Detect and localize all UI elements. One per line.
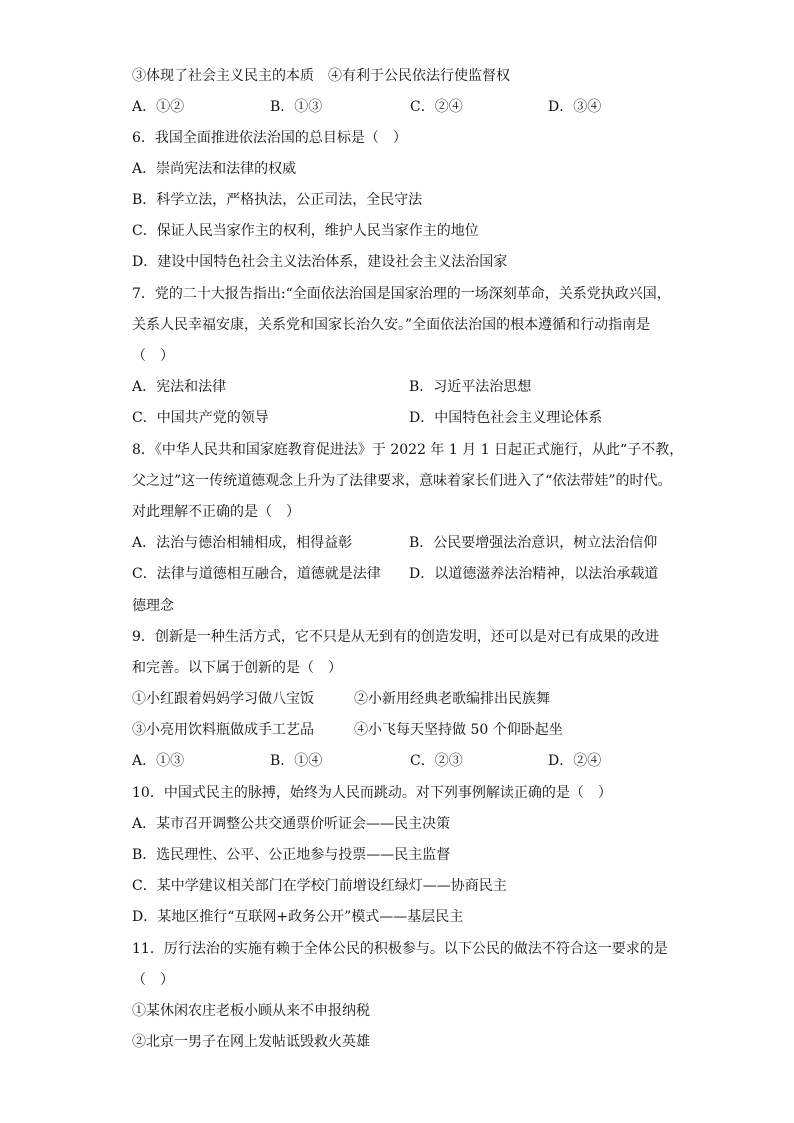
q9-stem-line-1: 9．创新是一种生活方式，它不只是从无到有的创造发明，还可以是对已有成果的改进 bbox=[132, 629, 659, 645]
q6-stem: 6．我国全面推进依法治国的总目标是（ ） bbox=[132, 130, 407, 146]
q10-option-a[interactable]: A．某市召开调整公共交通票价听证会——民主决策 bbox=[132, 816, 451, 832]
q9-option-d[interactable]: D．②④ bbox=[548, 753, 602, 769]
q7-stem-line-1: 7．党的二十大报告指出:“全面依法治国是国家治理的一场深刻革命，关系党执政兴国， bbox=[132, 286, 671, 302]
q9-statement-3: ③小亮用饮料瓶做成手工艺品 bbox=[132, 722, 314, 738]
q5-option-c[interactable]: C．②④ bbox=[410, 99, 463, 115]
q11-statement-2: ②北京一男子在网上发帖诋毁救火英雄 bbox=[132, 1034, 370, 1050]
q5-option-a[interactable]: A．①② bbox=[132, 99, 185, 115]
q8-option-b[interactable]: B．公民要增强法治意识，树立法治信仰 bbox=[409, 535, 658, 551]
q8-option-d-continued: 德理念 bbox=[132, 598, 174, 614]
q9-statement-4: ④小飞每天坚持做 50 个仰卧起坐 bbox=[354, 722, 563, 738]
q5-option-b[interactable]: B．①③ bbox=[270, 99, 323, 115]
q9-option-c[interactable]: C．②③ bbox=[410, 753, 463, 769]
q5-option-d[interactable]: D．③④ bbox=[548, 99, 602, 115]
q5-statement-line: ③体现了社会主义民主的本质 ④有利于公民依法行使监督权 bbox=[132, 68, 510, 84]
q8-stem-line-2: 父之过”这一传统道德观念上升为了法律要求，意味着家长们进入了“依法带娃”的时代。 bbox=[132, 473, 672, 489]
q7-option-b[interactable]: B．习近平法治思想 bbox=[409, 379, 532, 395]
q11-stem-line-2: （ ） bbox=[132, 972, 174, 988]
q10-option-c[interactable]: C．某中学建议相关部门在学校门前增设红绿灯——协商民主 bbox=[132, 878, 507, 894]
q6-option-a[interactable]: A．崇尚宪法和法律的权威 bbox=[132, 161, 297, 177]
q6-option-d[interactable]: D．建设中国特色社会主义法治体系，建设社会主义法治国家 bbox=[132, 254, 508, 270]
q10-option-d[interactable]: D．某地区推行“互联网+政务公开”模式——基层民主 bbox=[132, 909, 464, 925]
q7-option-c[interactable]: C．中国共产党的领导 bbox=[132, 410, 269, 426]
q11-stem-line-1: 11．厉行法治的实施有赖于全体公民的积极参与。以下公民的做法不符合这一要求的是 bbox=[132, 941, 668, 957]
q10-stem: 10．中国式民主的脉搏，始终为人民而跳动。对下列事例解读正确的是（ ） bbox=[132, 785, 612, 801]
q8-option-a[interactable]: A．法治与德治相辅相成，相得益彰 bbox=[132, 535, 353, 551]
q11-statement-1: ①某休闲农庄老板小顾从来不申报纳税 bbox=[132, 1003, 370, 1019]
q9-stem-line-2: 和完善。以下属于创新的是（ ） bbox=[132, 660, 342, 676]
q8-stem-line-3: 对此理解不正确的是（ ） bbox=[132, 504, 300, 520]
q7-option-a[interactable]: A．宪法和法律 bbox=[132, 379, 227, 395]
q7-stem-line-3: （ ） bbox=[132, 348, 174, 364]
q10-option-b[interactable]: B．选民理性、公平、公正地参与投票——民主监督 bbox=[132, 847, 451, 863]
q7-stem-line-2: 关系人民幸福安康，关系党和国家长治久安。”全面依法治国的根本遵循和行动指南是 bbox=[132, 317, 651, 333]
q6-option-b[interactable]: B．科学立法，严格执法，公正司法，全民守法 bbox=[132, 192, 423, 208]
q9-statement-1: ①小红跟着妈妈学习做八宝饭 bbox=[132, 691, 314, 707]
q8-option-d[interactable]: D．以道德滋养法治精神，以法治承载道 bbox=[409, 566, 659, 582]
q8-option-c[interactable]: C．法律与道德相互融合，道德就是法律 bbox=[132, 566, 381, 582]
q9-statement-2: ②小新用经典老歌编排出民族舞 bbox=[354, 691, 550, 707]
q7-option-d[interactable]: D．中国特色社会主义理论体系 bbox=[409, 410, 603, 426]
q9-option-b[interactable]: B．①④ bbox=[270, 753, 323, 769]
q9-option-a[interactable]: A．①③ bbox=[132, 753, 185, 769]
q6-option-c[interactable]: C．保证人民当家作主的权利，维护人民当家作主的地位 bbox=[132, 223, 479, 239]
q8-stem-line-1: 8．《中华人民共和国家庭教育促进法》于 2022 年 1 月 1 日起正式施行，从此“子不教， bbox=[132, 442, 684, 458]
